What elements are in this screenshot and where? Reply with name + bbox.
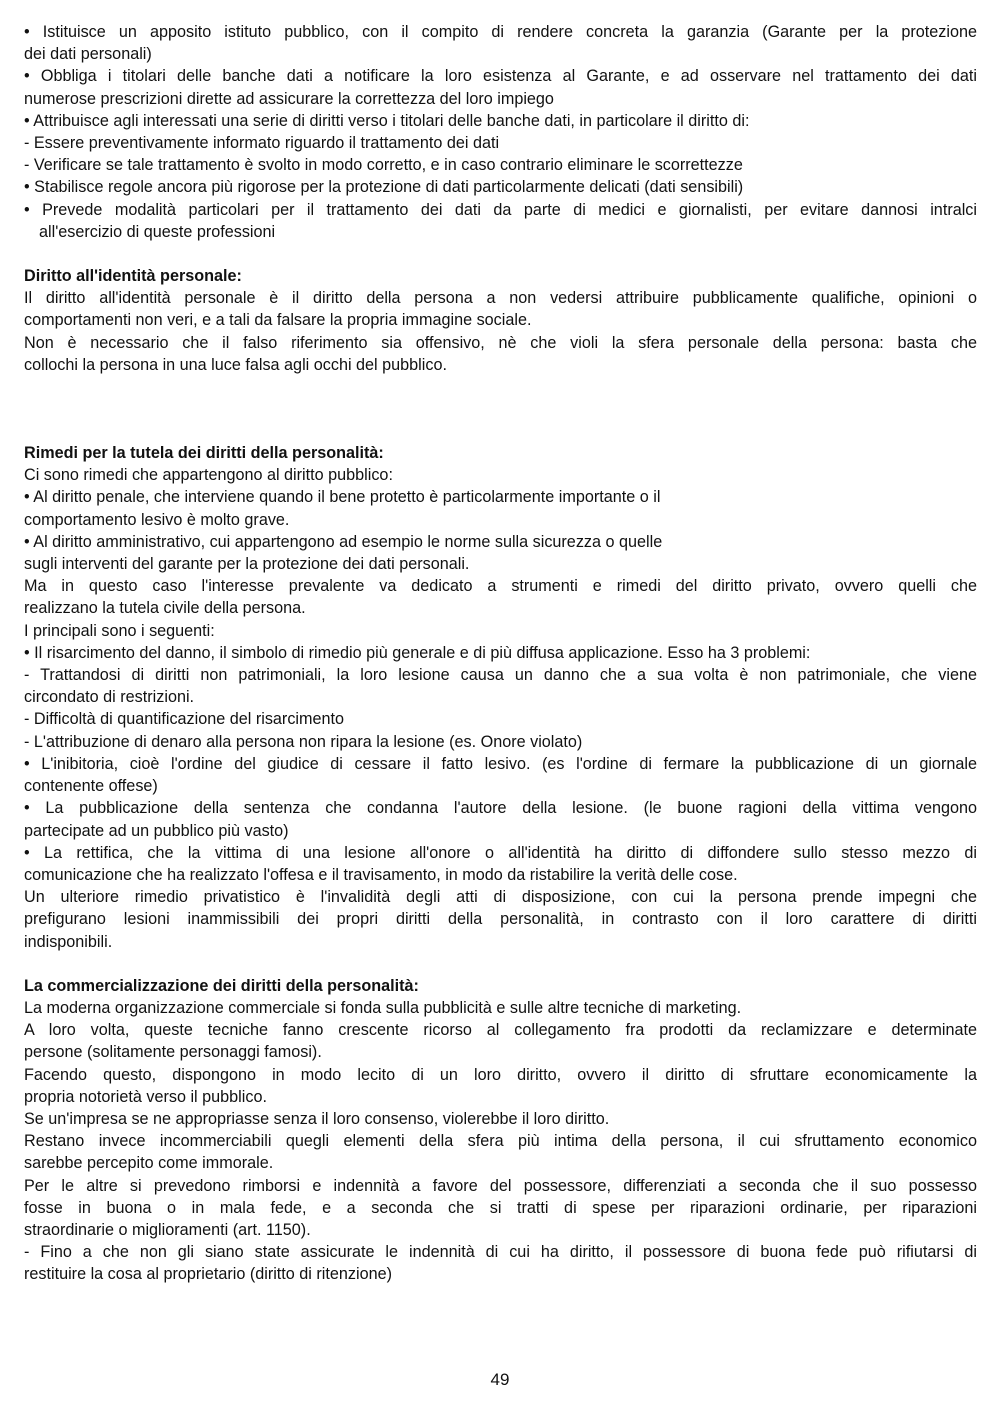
text-line: Un ulteriore rimedio privatistico è l'invalidità degli atti di disposizione, con cui la persona prende impegni che — [24, 888, 977, 907]
section-heading: Diritto all'identità personale: — [24, 267, 242, 286]
text-line: Restano invece incommerciabili quegli elementi della sfera più intima della persona, il cui sfruttamento economico — [24, 1132, 977, 1151]
text-line: Ma in questo caso l'interesse prevalente va dedicato a strumenti e rimedi del diritto privato, ovvero quelli che — [24, 577, 977, 596]
text-line: Ci sono rimedi che appartengono al diritto pubblico: — [24, 466, 393, 485]
text-line: straordinarie o miglioramenti (art. 1150). — [24, 1220, 311, 1239]
text-line: persone (solitamente personaggi famosi). — [24, 1043, 322, 1062]
text-line: • Al diritto penale, che interviene quando il bene protetto è particolarmente importante o il — [24, 488, 661, 507]
bullet-list-privacy — [24, 21, 977, 243]
text-line: • Al diritto amministrativo, cui appartengono ad esempio le norme sulla sicurezza o quelle — [24, 532, 663, 551]
text-line: - Difficoltà di quantificazione del risarcimento — [24, 710, 345, 729]
text-line: • Stabilisce regole ancora più rigorose per la protezione di dati particolarmente delicati (dati sensibili) — [24, 178, 744, 197]
text-line: - L'attribuzione di denaro alla persona non ripara la lesione (es. Onore violato) — [24, 732, 583, 751]
text-line: sarebbe percepito come immorale. — [24, 1154, 274, 1173]
text-line: • Attribuisce agli interessati una serie di diritti verso i titolari delle banche dati, in particolare il diritto di: — [24, 111, 750, 130]
section-identita-personale — [24, 265, 977, 376]
text-line: prefigurano lesioni inammissibili dei propri diritti della personalità, in contrasto con il loro carattere di diritti — [24, 910, 977, 929]
text-line: comportamento lesivo è molto grave. — [24, 510, 290, 529]
text-line: restituire la cosa al proprietario (diritto di ritenzione) — [24, 1265, 392, 1284]
text-line: • Prevede modalità particolari per il trattamento dei dati da parte di medici e giornalisti, per evitare dannosi intralci — [24, 200, 977, 219]
text-line: numerose prescrizioni dirette ad assicurare la correttezza del loro impiego — [24, 89, 554, 108]
text-line: • La pubblicazione della sentenza che condanna l'autore della lesione. (le buone ragioni della vittima vengono — [24, 799, 977, 818]
text-line: Se un'impresa se ne appropriasse senza il loro consenso, violerebbe il loro diritto. — [24, 1109, 610, 1128]
text-line: - Trattandosi di diritti non patrimoniali, la loro lesione causa un danno che a sua volta è non patrimoniale, che viene — [24, 666, 977, 685]
text-line: - Fino a che non gli siano state assicurate le indennità di cui ha diritto, il possessore di buona fede può rifiutarsi di — [24, 1243, 977, 1262]
text-line: circondato di restrizioni. — [24, 688, 195, 707]
text-line: • Obbliga i titolari delle banche dati a notificare la loro esistenza al Garante, e ad osservare nel trattamento dei dati — [24, 67, 977, 86]
text-line: collochi la persona in una luce falsa agli occhi del pubblico. — [24, 355, 447, 374]
text-line: - Verificare se tale trattamento è svolto in modo corretto, e in caso contrario eliminare le scorrettezze — [24, 156, 743, 175]
text-line: propria notorietà verso il pubblico. — [24, 1087, 267, 1106]
document-body — [24, 21, 977, 1286]
section-commercializzazione — [24, 975, 977, 1286]
text-line: sugli interventi del garante per la protezione dei dati personali. — [24, 555, 470, 574]
text-line: contenente offese) — [24, 777, 158, 796]
section-rimedi-tutela — [24, 442, 977, 953]
text-line: comunicazione che ha realizzato l'offesa e il travisamento, in modo da ristabilire la verità delle cose. — [24, 865, 738, 884]
text-line: realizzano la tutela civile della persona. — [24, 599, 306, 618]
section-heading: La commercializzazione dei diritti della personalità: — [24, 976, 419, 995]
page-number: 49 — [490, 1370, 510, 1389]
text-line: Per le altre si prevedono rimborsi e indennità a favore del possessore, differenziati a seconda che il suo possesso — [24, 1176, 977, 1195]
text-line: Non è necessario che il falso riferimento sia offensivo, nè che violi la sfera personale della persona: basta che — [24, 333, 977, 352]
text-line: • L'inibitoria, cioè l'ordine del giudice di cessare il fatto lesivo. (es l'ordine di fermare la pubblicazione di un giornale — [24, 754, 977, 773]
text-line: • Il risarcimento del danno, il simbolo di rimedio più generale e di più diffusa applicazione. Esso ha 3 problemi: — [24, 643, 811, 662]
text-line: Il diritto all'identità personale è il diritto della persona a non vedersi attribuire pubblicamente qualifiche, opinioni o — [24, 289, 977, 308]
text-line: all'esercizio di queste professioni — [39, 222, 276, 241]
text-line: comportamenti non veri, e a tali da falsare la propria immagine sociale. — [24, 311, 532, 330]
text-line: La moderna organizzazione commerciale si fonda sulla pubblicità e sulle altre tecniche di marketing. — [24, 998, 742, 1017]
text-line: fosse in buona o in mala fede, e a seconda che si tratti di spese per riparazioni ordinarie, per riparazioni — [24, 1198, 977, 1217]
text-line: A loro volta, queste tecniche fanno crescente ricorso al collegamento fra prodotti da reclamizzare e determinate — [24, 1021, 977, 1040]
text-line: partecipate ad un pubblico più vasto) — [24, 821, 289, 840]
text-line: • La rettifica, che la vittima di una lesione all'onore o all'identità ha diritto di diffondere sullo stesso mezzo di — [24, 843, 977, 862]
text-line: indisponibili. — [24, 932, 113, 951]
text-line: I principali sono i seguenti: — [24, 621, 215, 640]
text-line: Facendo questo, dispongono in modo lecito di un loro diritto, ovvero il diritto di sfruttare economicamente la — [24, 1065, 977, 1084]
section-heading: Rimedi per la tutela dei diritti della personalità: — [24, 444, 384, 463]
text-line: dei dati personali) — [24, 45, 152, 64]
text-line: - Essere preventivamente informato riguardo il trattamento dei dati — [24, 134, 500, 153]
text-line: • Istituisce un apposito istituto pubblico, con il compito di rendere concreta la garanzia (Garante per la protezione — [24, 23, 977, 41]
